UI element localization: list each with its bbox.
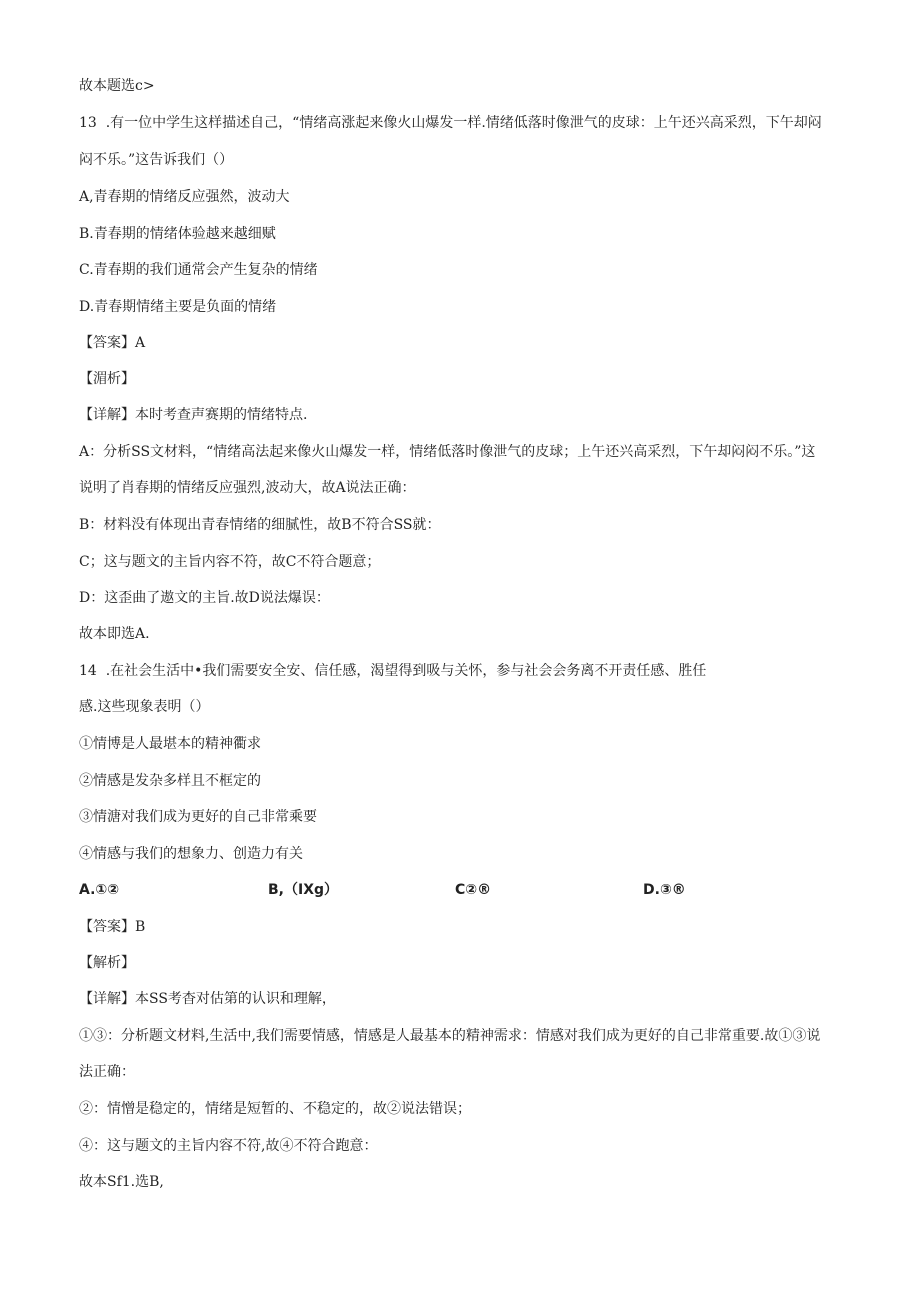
q14-statement-2: ②情感是发杂多样且不框定的 [79, 773, 261, 789]
q12-conclusion: 故本题选c> [79, 78, 155, 94]
q14-option-a: A.①② [79, 882, 120, 898]
q13-detail-a-line1: A：分析SS文材料，“情绪高法起来像火山爆发一样，情绪低落时像泄气的皮球；上午还兴高采烈，下午却闷闷不乐。”这 [79, 444, 816, 460]
q13-option-b: B.青春期的情绪体验越来越细赋 [79, 226, 276, 242]
q14-detail-13-line2: 法正确： [79, 1064, 135, 1080]
q14-detail-heading: 【详解】本SS考杳对估第的认识和理解， [79, 991, 336, 1007]
q13-analysis-heading: 【湄析】 [79, 371, 135, 387]
q14-stem-line1: 14 .在社会生活中•我们需要安全安、信任感，渴望得到吸与关怀，参与社会会务离不开责任感、胜任 [79, 663, 707, 679]
q13-detail-c: C；这与题文的主旨内容不符，故C不符合题意； [79, 554, 381, 570]
q14-statement-4: ④情感与我们的想象力、创造力有关 [79, 846, 303, 862]
q14-statement-1: ①情博是人最堪本的精神衢求 [79, 736, 261, 752]
q14-options-row [0, 880, 920, 900]
q14-answer: 【答案】B [79, 919, 146, 935]
q13-option-d: D.青春期情绪主要是负面的情绪 [79, 299, 277, 315]
q13-stem-line1: 13 .有一位中学生这样描述自己，“情绪高涨起来像火山爆发一样.情绪低落时像泄气的皮球：上午还兴高采烈，下午却闷 [79, 115, 822, 131]
q13-stem-line2: 闷不乐。”这告诉我们（） [79, 152, 234, 168]
q14-option-d: D.③® [643, 882, 686, 898]
q14-detail-13-line1: ①③：分析题文材料,生活中,我们需要情感，情感是人最基本的精神需求：情感对我们成为更好的自己非常重要.故①③说 [79, 1028, 821, 1044]
q14-conclusion: 故本Sf1.选B, [79, 1174, 164, 1190]
q13-option-c: C.青春期的我们通常会产生复杂的情绪 [79, 262, 318, 278]
q13-answer: 【答案】A [79, 335, 146, 351]
q13-conclusion: 故本即选A. [79, 626, 150, 642]
q14-option-c: C②® [455, 882, 492, 898]
q13-detail-b: B：材料没有体现出青春情绪的细腻性，故B不符合SS就： [79, 517, 441, 533]
q13-detail-a-line2: 说明了肖春期的情绪反应强烈,波动大，故A说法正确： [79, 480, 416, 496]
q13-detail-d: D：这歪曲了遨文的主旨.故D说法爆误： [79, 590, 330, 606]
q14-analysis-heading: 【解析】 [79, 955, 135, 971]
q14-stem-line2: 感.这些现象表明（） [79, 699, 210, 715]
q14-detail-4: ④：这与题文的主旨内容不符,故④不符合跑意： [79, 1138, 378, 1154]
q13-option-a: A,青春期的情绪反应强然，波动大 [79, 189, 290, 205]
q14-option-b: B,（IXg） [268, 882, 339, 898]
q13-detail-heading: 【详解】本时考查声赛期的情绪特点. [79, 407, 308, 423]
q14-statement-3: ③情溏对我们成为更好的自己非常乘要 [79, 809, 317, 825]
q14-detail-2: ②：情憎是稳定的，情绪是短暂的、不稳定的，故②说法错误； [79, 1101, 471, 1117]
